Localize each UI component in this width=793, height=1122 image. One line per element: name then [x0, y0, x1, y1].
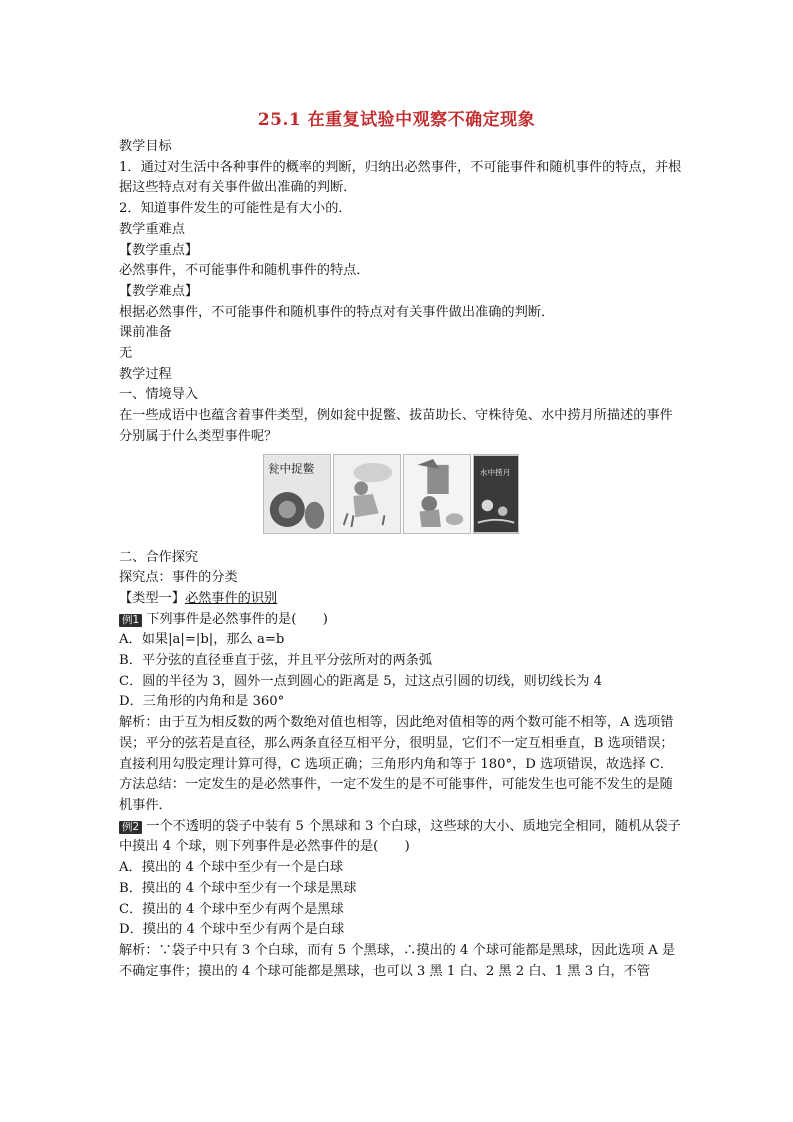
prep-heading: 课前准备: [119, 325, 172, 341]
jar-turtle-image: [263, 454, 331, 534]
key-point: 必然事件，不可能事件和随机事件的特点．: [119, 263, 370, 279]
pulling-seedlings-image: [333, 454, 401, 534]
example1-option-c: C．圆的半径为 3，圆外一点到圆心的距离是 5，过这点引圆的切线，则切线长为 4: [119, 673, 603, 689]
page-title: 25.1 在重复试验中观察不确定现象: [257, 110, 536, 130]
example2-option-d: D．摸出的 4 个球中至少有两个是白球: [119, 922, 345, 938]
example1-option-b: B．平分弦的直径垂直于弦，并且平分弦所对的两条弧: [119, 653, 433, 669]
example1-badge: 例1: [119, 614, 142, 627]
difficulty-label: 【教学难点】: [119, 283, 199, 299]
example2-option-a: A．摸出的 4 个球中至少有一个是白球: [119, 860, 344, 876]
type1-label: 【类型一】: [119, 590, 185, 606]
example1-question-text: 下列事件是必然事件的是( ): [146, 611, 328, 627]
type1-title: 必然事件的识别: [184, 590, 278, 606]
example1-option-a: A．如果|a|=|b|，那么 a=b: [119, 632, 285, 648]
intro-heading: 一、情境导入: [119, 387, 199, 403]
document-body: [119, 137, 684, 982]
example2-badge: 例2: [119, 821, 142, 834]
explore-point: 探究点：事件的分类: [119, 570, 238, 586]
type1-heading: [119, 589, 684, 610]
panel1-caption: 瓮中捉鳖: [267, 461, 315, 476]
example1-summary: 方法总结：一定发生的是必然事件，一定不发生的是不可能事件，可能发生也可能不发生的是随机事件．: [119, 777, 673, 813]
process-heading: 教学过程: [119, 366, 172, 382]
difficulty: 根据必然事件，不可能事件和随机事件的特点对有关事件做出准确的判断．: [119, 304, 555, 320]
key-point-label: 【教学重点】: [119, 242, 199, 258]
example2-question: [119, 817, 684, 858]
goal-1: 1．通过对生活中各种事件的概率的判断，归纳出必然事件，不可能事件和随机事件的特点，并根据这些特点对有关事件做出准确的判断．: [119, 159, 682, 196]
goals-heading: 教学目标: [119, 139, 172, 154]
example2-option-b: B．摸出的 4 个球中至少有一个球是黑球: [119, 880, 357, 896]
intro-text: 在一些成语中也蕴含着事件类型，例如瓮中捉鳖、拔苗助长、守株待兔、水中捞月所描述的事件分别属于什么类型事件呢？: [119, 408, 673, 444]
idiom-illustrations: [263, 454, 684, 534]
example2-option-c: C．摸出的 4 个球中至少有两个是黑球: [119, 901, 344, 917]
key-heading: 教学重难点: [119, 221, 185, 237]
example2-question-text: 一个不透明的袋子中装有 5 个黑球和 3 个白球，这些球的大小、质地完全相同，随机从袋子中摸出 4 个球，则下列事件是必然事件的是( ): [119, 818, 681, 855]
explore-heading: 二、合作探究: [119, 549, 199, 565]
example1-analysis: 解析：由于互为相反数的两个数绝对值也相等，因此绝对值相等的两个数可能不相等，A 选项错误；平分的弦若是直径，那么两条直径互相平分，很明显，它们不一定互相垂直，B 选项错误；直接利用勾股定理计算可得，C 选项正确；三角形内角和等于 180°，D 选项错误，故选择 C．: [119, 715, 674, 772]
moon-water-image: [473, 454, 519, 534]
tree-stump-rabbit-image: [403, 454, 471, 534]
prep: 无: [119, 346, 133, 362]
example2-analysis: 解析：∵袋子中只有 3 个白球，而有 5 个黑球，∴摸出的 4 个球可能都是黑球，因此选项 A 是不确定事件；摸出的 4 个球可能都是黑球，也可以 3 黑 1 白、2 黑 2 白、1 黑 3 白，不管: [119, 942, 676, 979]
example1-question: [119, 610, 684, 631]
example1-option-d: D．三角形的内角和是 360°: [119, 694, 285, 710]
panel4-caption: 水中捞月: [479, 467, 511, 477]
goal-2: 2．知道事件发生的可能性是有大小的．: [119, 201, 352, 217]
